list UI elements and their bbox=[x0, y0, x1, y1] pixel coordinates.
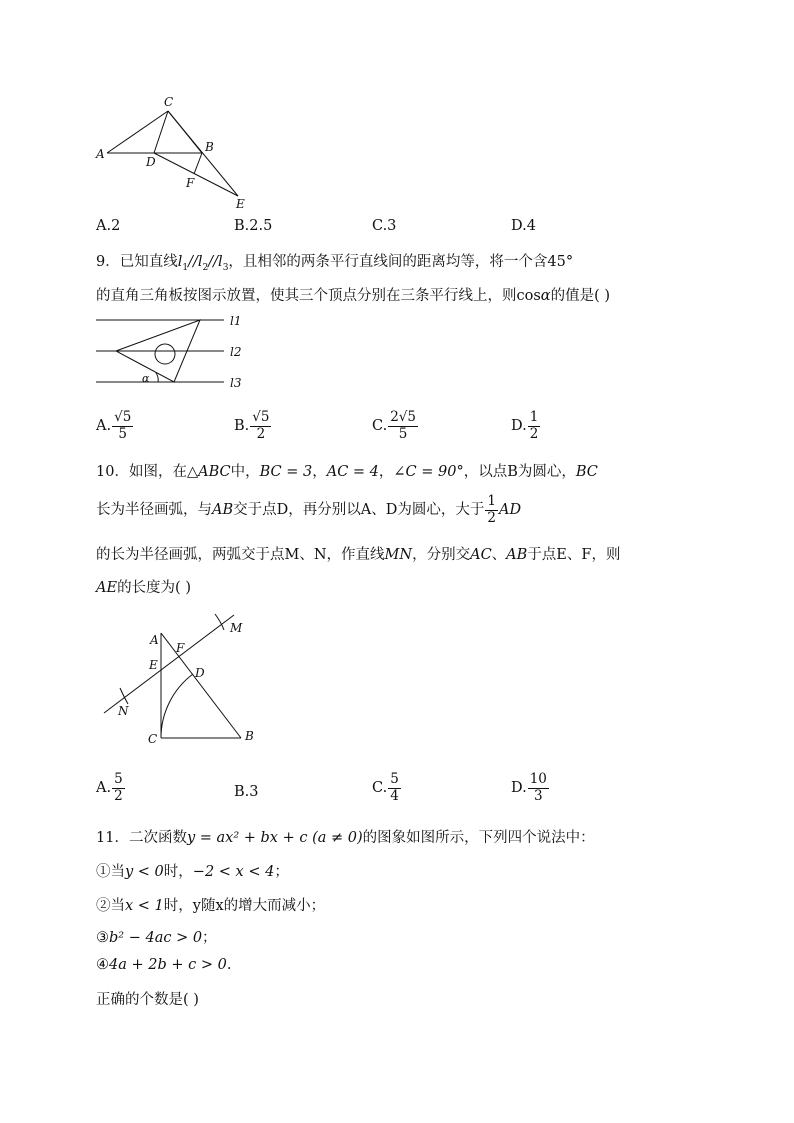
q11-statement-3: ③b² − 4ac > 0； bbox=[96, 930, 217, 946]
fig8-label-f: F bbox=[186, 176, 195, 190]
fig10-label-f: F bbox=[176, 641, 185, 655]
fig8-label-b: B bbox=[205, 140, 214, 154]
fig9-label-l3: l3 bbox=[230, 376, 242, 390]
q11-statement-4: ④4a + 2b + c > 0. bbox=[96, 957, 232, 973]
q9-number: 9． bbox=[96, 254, 120, 270]
figure-q9 bbox=[92, 310, 262, 398]
q9-option-a: A. $\frac{√5}{5}$ bbox=[96, 409, 132, 442]
q10-stem-line1: 10．如图，在△ABC中，BC = 3，AC = 4，∠C = 90°，以点B为圆心，BC bbox=[96, 464, 598, 480]
fig8-label-c: C bbox=[164, 95, 174, 109]
fig10-label-b: B bbox=[245, 729, 254, 743]
q8-option-c: C.3 bbox=[372, 218, 397, 234]
q11-stem: 11．二次函数y = ax² + bx + c (a ≠ 0)的图象如图所示，下列四个说法中： bbox=[96, 830, 595, 846]
q11-statement-1: ①当y < 0时，−2 < x < 4； bbox=[96, 864, 289, 880]
q10-option-c: C. $\frac{5}{4}$ bbox=[372, 771, 399, 804]
q9-stem-line1: 9．已知直线$l_1//l_2//l_3$，且相邻的两条平行直线间的距离均等，将一个含45° bbox=[96, 254, 574, 273]
q8-option-a: A.2 bbox=[96, 218, 121, 234]
fig8-label-e: E bbox=[236, 197, 245, 211]
q10-number: 10． bbox=[96, 464, 129, 480]
q11-question-end: 正确的个数是( ) bbox=[96, 992, 199, 1008]
fig10-label-m: M bbox=[230, 621, 243, 635]
q11-statement-2: ②当x < 1时，y随x的增大而减小； bbox=[96, 898, 326, 914]
q11-number: 11． bbox=[96, 830, 129, 846]
q10-option-d: D. $\frac{10}{3}$ bbox=[511, 771, 547, 804]
q10-stem-line4: AE的长度为( ) bbox=[96, 580, 191, 596]
q10-stem-line2: 长为半径画弧，与AB交于点D，再分别以A、D为圆心，大于 $\frac{1}{2}$ AD bbox=[96, 493, 522, 526]
q9-stem-line2: 的直角三角板按图示放置，使其三个顶点分别在三条平行线上，则cosα的值是( ) bbox=[96, 288, 611, 304]
fig10-label-d: D bbox=[195, 666, 205, 680]
fig9-alpha-label: α bbox=[142, 372, 150, 385]
q9-option-c: C. $\frac{2√5}{5}$ bbox=[372, 409, 416, 442]
fig9-label-l2: l2 bbox=[230, 345, 242, 359]
q10-option-a: A. $\frac{5}{2}$ bbox=[96, 771, 123, 804]
fig10-label-n: N bbox=[118, 704, 129, 718]
q10-option-b: B.3 bbox=[234, 784, 259, 800]
fig8-label-a: A bbox=[96, 147, 105, 161]
fig8-label-d: D bbox=[146, 155, 156, 169]
q8-option-b: B.2.5 bbox=[234, 218, 273, 234]
q8-option-d: D.4 bbox=[511, 218, 536, 234]
q10-stem-line3: 的长为半径画弧，两弧交于点M、N，作直线MN，分别交AC、AB于点E、F，则 bbox=[96, 547, 621, 563]
fig10-label-c: C bbox=[148, 732, 158, 746]
fig10-label-e: E bbox=[149, 658, 158, 672]
fig10-label-a: A bbox=[150, 633, 159, 647]
figure-q10 bbox=[98, 606, 273, 754]
q9-option-d: D. $\frac{1}{2}$ bbox=[511, 409, 539, 442]
q9-option-b: B. $\frac{√5}{2}$ bbox=[234, 409, 270, 442]
fig9-label-l1: l1 bbox=[230, 314, 242, 328]
figure-q8 bbox=[90, 92, 260, 212]
